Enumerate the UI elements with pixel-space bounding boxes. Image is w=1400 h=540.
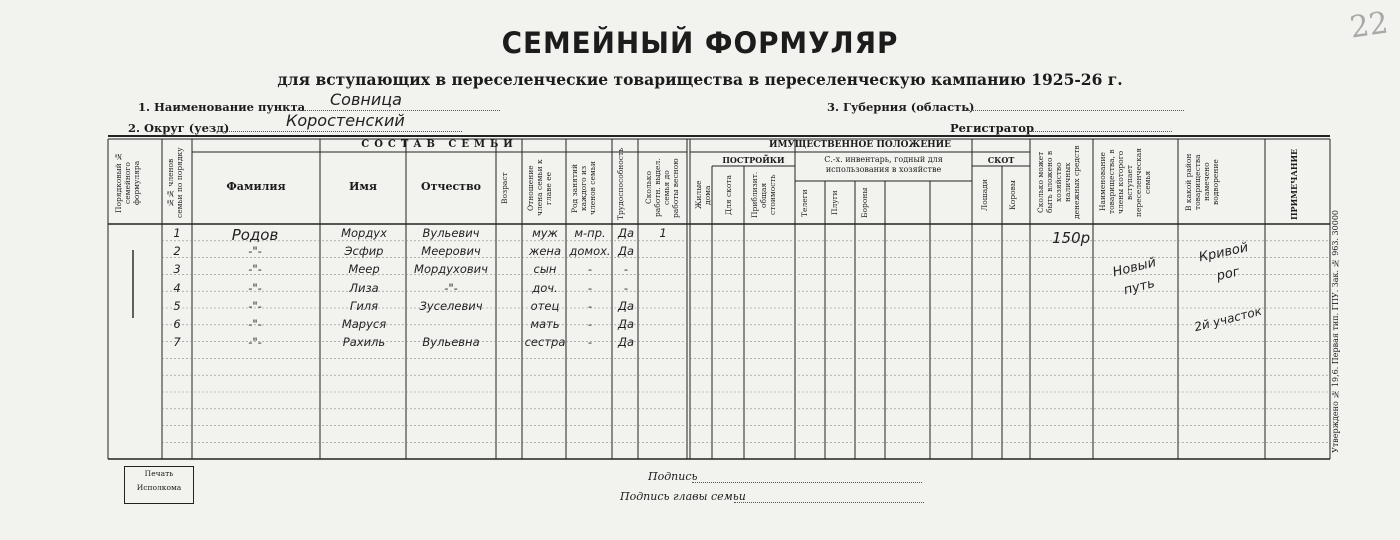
raion-value-1: Кривой рог (1197, 240, 1250, 285)
sig-podpis-line (692, 482, 922, 483)
okrug-value: Коростенский (286, 111, 405, 130)
cell-otchestvo: -"- (444, 280, 458, 295)
stamp-box: Печать Исполкома (124, 466, 194, 504)
cell-imya: Эсфир (344, 244, 384, 259)
col-pribl: Приблизит. общая стоимость (750, 171, 777, 219)
col-nomer: №№ членов семьи по порядку (166, 147, 184, 219)
col-vozrast: Возраст (500, 172, 509, 204)
header-skot: СКОТ (987, 155, 1015, 165)
form-subtitle: для вступающих в переселенческие товарищества в переселенческую кампанию 1925-26 г. (277, 70, 1123, 89)
cell-otnoshenie: сестра (524, 335, 566, 350)
cell-imya: Гиля (349, 298, 379, 313)
col-otnoshenie: Отношение члена семьи к главе ее (526, 159, 553, 217)
cell-familiya: -"- (248, 262, 262, 277)
cell-otnoshenie: отец (530, 298, 560, 313)
cell-imya: Лиза (349, 280, 379, 295)
cell-trud: Да (617, 335, 635, 350)
gubernia-label: 3. Губерния (область) (827, 100, 975, 114)
cell-n: 2 (173, 244, 181, 259)
cell-otnoshenie: жена (528, 244, 561, 259)
cell-familiya: -"- (248, 244, 262, 259)
cell-familiya: -"- (248, 280, 262, 295)
col-korovy: Коровы (1008, 180, 1017, 210)
cell-trud: Да (617, 226, 635, 240)
cell-rod: - (587, 335, 593, 350)
cell-otchestvo: Меерович (421, 244, 481, 259)
cell-otnoshenie: муж (532, 226, 558, 240)
cell-n: 6 (173, 317, 181, 331)
sig-glava-line (734, 502, 924, 503)
cell-imya: Маруся (341, 317, 387, 331)
header-postroiki: ПОСТРОЙКИ (722, 155, 785, 165)
col-poryadkovy: Порядковый № семейного формуляра (114, 152, 141, 214)
cell-rod: м-пр. (574, 226, 606, 240)
col-plugi: Плуги (830, 190, 839, 216)
form-title: СЕМЕЙНЫЙ ФОРМУЛЯР (501, 26, 899, 60)
col-skolko: Сколько работн. выдел. семья до работы весною (644, 158, 680, 218)
cell-otchestvo: Мордухович (414, 262, 488, 277)
col-tovar: Наименование товарищества, в члены которого вступает переселенческая семья (1098, 147, 1152, 217)
cell-otnoshenie: доч. (532, 280, 558, 295)
cell-imya: Рахиль (342, 335, 386, 350)
cell-trud: Да (617, 298, 635, 313)
cell-rod: - (587, 280, 593, 295)
col-familiya: Фамилия (226, 180, 286, 193)
cell-trud: - (623, 262, 629, 277)
col-trudosp: Трудоспособность (616, 147, 625, 220)
cell-familiya: -"- (248, 317, 262, 331)
cell-rod: - (587, 317, 593, 331)
sredstva-value: 150р (1052, 229, 1091, 247)
cell-n: 4 (173, 280, 181, 295)
col-sredstva: Сколько может быть вложено в хозяйство наличных денежных средств (1036, 145, 1081, 219)
cell-rod: - (587, 298, 593, 313)
cell-imya: Мордух (341, 226, 387, 240)
punkt-label: 1. Наименование пункта (138, 100, 306, 114)
raion-value-2: 2й участок (1192, 303, 1264, 335)
cell-familiya: -"- (248, 335, 262, 350)
cell-otchestvo: Вульевич (422, 226, 480, 240)
col-primechanie: ПРИМЕЧАНИЕ (1289, 148, 1299, 220)
punkt-value: Совница (330, 90, 402, 109)
cell-otnoshenie: сын (533, 262, 557, 277)
cell-n: 3 (173, 262, 181, 277)
col-imya: Имя (348, 180, 378, 193)
header-sostav: СОСТАВ СЕМЬИ (361, 139, 518, 150)
cell-familiya: -"- (248, 298, 262, 313)
tovar-value: Новый путь (1111, 255, 1158, 299)
cell-n: 5 (173, 298, 181, 313)
cell-trud: - (623, 280, 629, 295)
col-telegi: Телеги (800, 189, 809, 217)
cell-otchestvo: Вульевна (422, 335, 480, 350)
cell-imya: Меер (348, 262, 380, 277)
col-dlya-skota: Для скота (724, 175, 733, 216)
col-borony: Бороны (860, 187, 869, 219)
cell-trud: Да (617, 317, 635, 331)
col-raion: В какой район товарищества намечено водворение (1184, 153, 1220, 211)
sig-podpis-label: Подпись (648, 470, 698, 483)
sig-glava-label: Подпись главы семьи (620, 490, 746, 503)
cell-trud: Да (617, 244, 635, 259)
header-imushchestvo: ИМУЩЕСТВЕННОЕ ПОЛОЖЕНИЕ (768, 140, 952, 150)
cell-skolko: 1 (659, 226, 667, 240)
cell-n: 1 (173, 226, 181, 240)
cell-familiya: Родов (231, 226, 279, 244)
header-inventar: С.-х. инвентарь, годный для использования в хозяйстве (824, 155, 943, 174)
okrug-label: 2. Округ (уезд) (128, 121, 230, 135)
cell-n: 7 (173, 335, 181, 350)
col-rod: Род занятий каждого из членов семьи (570, 161, 597, 215)
side-print-note: Утверждено № 19,6. Первая тип. ГПУ. Зак. № 963. 30000 (1331, 210, 1340, 453)
registrator-label: Регистратор (950, 121, 1034, 135)
page-number: 22 (1347, 5, 1391, 46)
cell-rod: домох. (569, 244, 611, 259)
cell-otchestvo: Зуселевич (419, 298, 483, 313)
col-otchestvo: Отчество (421, 180, 481, 193)
col-loshadi: Лошади (980, 179, 989, 211)
cell-rod: - (587, 262, 593, 277)
col-zhilye: Жилые дома (694, 180, 712, 210)
cell-otnoshenie: мать (530, 317, 560, 331)
